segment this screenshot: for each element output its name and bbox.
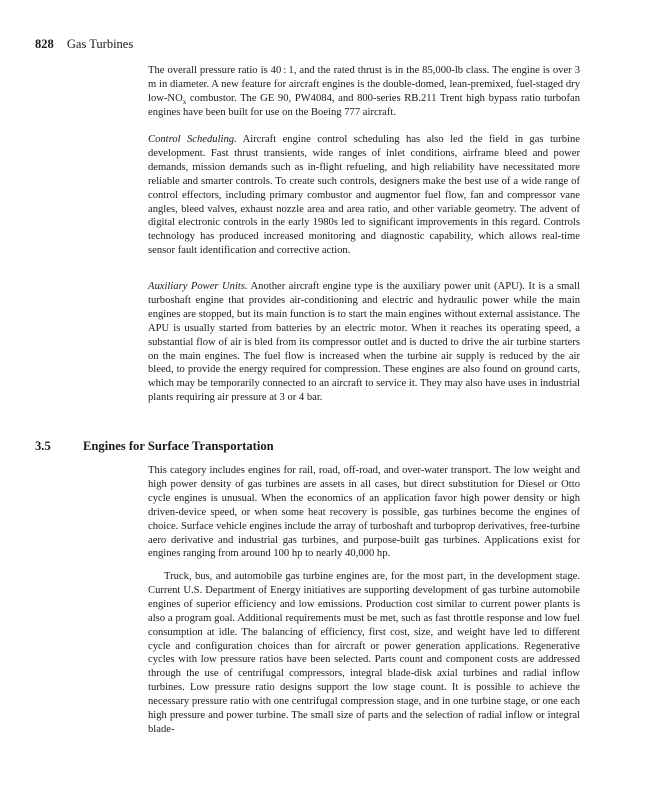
paragraph-text-continued: combustor. The GE 90, PW4084, and 800-series RB.211 Trent high bypass ratio turbofan engines have been built for use on the Boeing 777 aircraft. — [148, 92, 580, 118]
paragraph-auxiliary-power-units — [148, 280, 580, 405]
running-title: Gas Turbines — [66, 37, 134, 51]
subscript-x: x — [182, 97, 187, 106]
paragraph-surface-intro — [148, 464, 580, 561]
paragraph-text: This category includes engines for rail, road, off-road, and over-water transport. The low weight and high power density of gas turbines are assets in all cases, but direct substitution for Diesel or Otto cycle engines is unusual. When the economics of an application favor high power density or high driven-device speed, or when some heat recovery is possible, gas turbines become the engines of choice. Surface vehicle engines include the array of turboshaft and turboprop derivatives, free-turbine aero derivative and industrial gas turbines, and purpose-built gas turbines. Applications exist for engines ranging from around 100 hp to nearly 40,000 hp. — [148, 465, 580, 560]
paragraph-control-scheduling — [148, 133, 580, 258]
paragraph-lead: Control Scheduling. — [148, 134, 237, 145]
paragraph-engine-specs — [148, 64, 580, 120]
section-heading — [35, 439, 274, 454]
page-number: 828 — [35, 37, 54, 51]
section-title: Engines for Surface Transportation — [83, 439, 274, 453]
running-header — [35, 37, 133, 52]
paragraph-text: Aircraft engine control scheduling has also led the field in gas turbine development. Fast thrust transients, wide ranges of inlet conditions, airframe bleed and power demands, mission demands such as in-flight refueling, and high reliability have necessitated more reliable and smarter controls. To create such controls, designers make the best use of a wide range of control effectors, including primary combustor and augmentor fuel flow, fan and compressor vane angles, bleed valves, exhaust nozzle area and area ratio, and other variable geometry. The advent of digital electronic controls in the early 1980s led to significant improvements in this regard. Controls technology has produced increased monitoring and diagnostic capability, which allows real-time sensor fault identification and corrective action. — [148, 134, 580, 257]
section-number: 3.5 — [35, 439, 51, 453]
paragraph-text: Another aircraft engine type is the auxiliary power unit (APU). It is a small turboshaft engine that provides air-conditioning and electric and hydraulic power while the main engines are stopped, but its main function is to start the main engines without external assistance. The APU is usually started from batteries by an electric motor. When it reaches its operating speed, a substantial flow of air is bled from its compressor outlet and is ducted to drive the air turbine starters on the main engines. The fuel flow is increased when the turbine air supply is reduced by the air bleed, to provide the energy required for compression. These engines are also found on ground carts, which may be temporarily connected to an aircraft to service it. They may also have uses in industrial plants requiring air pressure at 3 or 4 bar. — [148, 281, 581, 404]
paragraph-lead: Auxiliary Power Units. — [148, 281, 248, 292]
paragraph-text: The overall pressure ratio is 40 : 1, and the rated thrust is in the 85,000-lb class. The engine is over 3 m in diameter. A new feature for aircraft engines is the double-domed, lean-premixed, fuel-staged dry low-NO — [148, 65, 580, 104]
paragraph-text: Truck, bus, and automobile gas turbine engines are, for the most part, in the development stage. Current U.S. Department of Energy initiatives are supporting development of gas turbine automobile engines of superior efficiency and low emissions. Production cost similar to current power plants is also a program goal. Additional requirements must be met, such as fast throttle response and low fuel consumption at idle. The balancing of efficiency, first cost, size, and weight have led to different cycle and configuration choices than for aircraft or power generation applications. Regenerative cycles with low pressure ratios have been selected. Parts count and component costs are addressed through the use of centrifugal compressors, integral blade-disk axial turbines and radial inflow turbines. Low pressure ratio designs support the low stage count. It is possible to achieve the necessary pressure ratio with one centrifugal compression stage, and in one turbine stage, or one each high pressure and power turbine. The small size of parts and the selection of radial inflow or integral blade- — [148, 571, 580, 735]
paragraph-vehicle-engines — [148, 570, 580, 737]
